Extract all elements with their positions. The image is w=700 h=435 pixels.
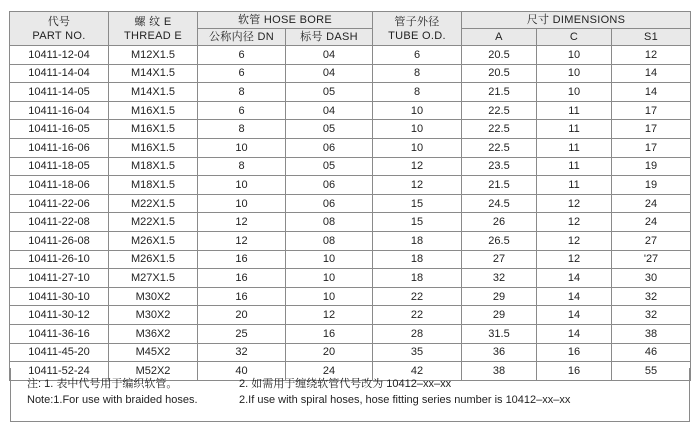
c-cell: 12 — [537, 213, 612, 232]
dn-header: 公称内径 DN — [198, 29, 286, 46]
tube-od-cell: 18 — [373, 269, 462, 288]
thread-header — [109, 12, 198, 46]
c-cell: 11 — [537, 101, 612, 120]
a-cell: 21.5 — [462, 176, 537, 195]
dn-cell: 6 — [198, 101, 286, 120]
tube-od-cell: 22 — [373, 287, 462, 306]
tube-od-cell: 35 — [373, 343, 462, 362]
tube-od-cell: 22 — [373, 306, 462, 325]
dash-cell: 20 — [286, 343, 373, 362]
c-cell: 11 — [537, 120, 612, 139]
tube-od-cell: 42 — [373, 362, 462, 381]
s1-cell: 19 — [612, 176, 691, 195]
part-no-cell: 10411-16-04 — [10, 101, 109, 120]
dash-cell: 08 — [286, 231, 373, 250]
thread-cell: M36X2 — [109, 324, 198, 343]
a-cell: 26.5 — [462, 231, 537, 250]
thread-cell: M30X2 — [109, 287, 198, 306]
tube-od-cell: 8 — [373, 83, 462, 102]
dash-cell: 12 — [286, 306, 373, 325]
dn-cell: 6 — [198, 64, 286, 83]
part-no-cell: 10411-30-10 — [10, 287, 109, 306]
table-row — [10, 269, 691, 288]
s1-cell: 14 — [612, 83, 691, 102]
tube-od-cell: 28 — [373, 324, 462, 343]
c-cell: 16 — [537, 343, 612, 362]
dn-cell: 6 — [198, 46, 286, 65]
s1-cell: 17 — [612, 120, 691, 139]
part-no-cell: 10411-26-08 — [10, 231, 109, 250]
tube-od-cell: 6 — [373, 46, 462, 65]
s1-cell: 46 — [612, 343, 691, 362]
tube-od-cell: 15 — [373, 194, 462, 213]
dn-cell: 10 — [198, 138, 286, 157]
s1-cell: 17 — [612, 138, 691, 157]
table-row — [10, 64, 691, 83]
s1-cell: 32 — [612, 287, 691, 306]
c-cell: 11 — [537, 157, 612, 176]
part-no-cell: 10411-52-24 — [10, 362, 109, 381]
dn-cell: 16 — [198, 269, 286, 288]
part-no-header-en: PART NO. — [32, 29, 86, 42]
thread-cell: M12X1.5 — [109, 46, 198, 65]
table-row — [10, 176, 691, 195]
part-no-cell: 10411-16-06 — [10, 138, 109, 157]
c-cell: 12 — [537, 250, 612, 269]
c-cell: 10 — [537, 83, 612, 102]
a-cell: 36 — [462, 343, 537, 362]
fitting-spec-table — [9, 11, 691, 381]
dn-cell: 8 — [198, 83, 286, 102]
dash-cell: 06 — [286, 138, 373, 157]
tube-od-cell: 10 — [373, 101, 462, 120]
tube-od-cell: 12 — [373, 157, 462, 176]
note-en-1: Note:1.For use with braided hoses. — [27, 394, 198, 406]
table-row — [10, 213, 691, 232]
a-cell: 38 — [462, 362, 537, 381]
table-row — [10, 101, 691, 120]
c-cell: 10 — [537, 64, 612, 83]
s1-cell: 27 — [612, 231, 691, 250]
dn-cell: 8 — [198, 120, 286, 139]
c-cell: 11 — [537, 176, 612, 195]
a-cell: 20.5 — [462, 46, 537, 65]
thread-cell: M16X1.5 — [109, 138, 198, 157]
c-header: C — [537, 29, 612, 46]
a-cell: 29 — [462, 306, 537, 325]
s1-cell: 32 — [612, 306, 691, 325]
part-no-cell: 10411-27-10 — [10, 269, 109, 288]
a-cell: 23.5 — [462, 157, 537, 176]
table-header — [10, 12, 691, 46]
table-row — [10, 157, 691, 176]
tube-od-cell: 8 — [373, 64, 462, 83]
dn-cell: 12 — [198, 213, 286, 232]
thread-cell: M27X1.5 — [109, 269, 198, 288]
dash-cell: 16 — [286, 324, 373, 343]
table-row — [10, 83, 691, 102]
dash-cell: 08 — [286, 213, 373, 232]
note-cn-1: 注: 1. 表中代号用于编织软管。 — [27, 378, 178, 390]
dash-header: 标号 DASH — [286, 29, 373, 46]
part-no-cell: 10411-14-04 — [10, 64, 109, 83]
a-cell: 27 — [462, 250, 537, 269]
tube-od-header-cn: 管子外径 — [394, 15, 440, 28]
notes-box — [10, 368, 690, 422]
s1-header: S1 — [612, 29, 691, 46]
part-no-cell: 10411-22-06 — [10, 194, 109, 213]
thread-header-en: THREAD E — [123, 29, 183, 42]
dash-cell: 24 — [286, 362, 373, 381]
thread-cell: M18X1.5 — [109, 157, 198, 176]
s1-cell: 30 — [612, 269, 691, 288]
dash-cell: 05 — [286, 83, 373, 102]
tube-od-cell: 18 — [373, 250, 462, 269]
a-cell: 26 — [462, 213, 537, 232]
part-no-cell: 10411-18-05 — [10, 157, 109, 176]
c-cell: 14 — [537, 287, 612, 306]
dash-cell: 04 — [286, 46, 373, 65]
thread-cell: M18X1.5 — [109, 176, 198, 195]
tube-od-cell: 18 — [373, 231, 462, 250]
note-en-2: 2.If use with spiral hoses, hose fitting series number is 10412–xx–xx — [239, 394, 571, 406]
thread-cell: M16X1.5 — [109, 120, 198, 139]
table-row — [10, 46, 691, 65]
a-cell: 22.5 — [462, 120, 537, 139]
dash-cell: 05 — [286, 157, 373, 176]
thread-cell: M22X1.5 — [109, 213, 198, 232]
s1-cell: 38 — [612, 324, 691, 343]
thread-cell: M14X1.5 — [109, 64, 198, 83]
tube-od-cell: 12 — [373, 176, 462, 195]
thread-cell: M45X2 — [109, 343, 198, 362]
thread-cell: M30X2 — [109, 306, 198, 325]
s1-cell: '27 — [612, 250, 691, 269]
dn-cell: 10 — [198, 176, 286, 195]
table-row — [10, 306, 691, 325]
s1-cell: 55 — [612, 362, 691, 381]
dn-cell: 16 — [198, 250, 286, 269]
dn-cell: 25 — [198, 324, 286, 343]
c-cell: 14 — [537, 306, 612, 325]
part-no-cell: 10411-14-05 — [10, 83, 109, 102]
thread-header-cn: 螺 纹 E — [134, 15, 172, 28]
part-no-cell: 10411-36-16 — [10, 324, 109, 343]
a-cell: 29 — [462, 287, 537, 306]
c-cell: 11 — [537, 138, 612, 157]
a-cell: 22.5 — [462, 138, 537, 157]
s1-cell: 24 — [612, 213, 691, 232]
part-no-header-cn: 代号 — [47, 15, 71, 28]
tube-od-cell: 10 — [373, 138, 462, 157]
c-cell: 16 — [537, 362, 612, 381]
dash-cell: 10 — [286, 269, 373, 288]
part-no-cell: 10411-12-04 — [10, 46, 109, 65]
part-no-cell: 10411-30-12 — [10, 306, 109, 325]
part-no-cell: 10411-16-05 — [10, 120, 109, 139]
thread-cell: M16X1.5 — [109, 101, 198, 120]
dash-cell: 04 — [286, 101, 373, 120]
tube-od-header — [373, 12, 462, 46]
dn-cell: 10 — [198, 194, 286, 213]
s1-cell: 19 — [612, 157, 691, 176]
hose-bore-header: 软管 HOSE BORE — [198, 12, 373, 29]
dn-cell: 12 — [198, 231, 286, 250]
c-cell: 10 — [537, 46, 612, 65]
dash-cell: 06 — [286, 194, 373, 213]
table-row — [10, 324, 691, 343]
part-no-cell: 10411-22-08 — [10, 213, 109, 232]
part-no-cell: 10411-26-10 — [10, 250, 109, 269]
tube-od-cell: 10 — [373, 120, 462, 139]
a-header: A — [462, 29, 537, 46]
a-cell: 31.5 — [462, 324, 537, 343]
dash-cell: 04 — [286, 64, 373, 83]
table-row — [10, 287, 691, 306]
table-row — [10, 120, 691, 139]
tube-od-header-en: TUBE O.D. — [388, 29, 446, 42]
thread-cell: M26X1.5 — [109, 250, 198, 269]
dn-cell: 20 — [198, 306, 286, 325]
a-cell: 22.5 — [462, 101, 537, 120]
table-row — [10, 231, 691, 250]
part-no-cell: 10411-18-06 — [10, 176, 109, 195]
s1-cell: 24 — [612, 194, 691, 213]
dimensions-header: 尺寸 DIMENSIONS — [462, 12, 691, 29]
a-cell: 24.5 — [462, 194, 537, 213]
thread-cell: M22X1.5 — [109, 194, 198, 213]
c-cell: 12 — [537, 194, 612, 213]
dash-cell: 05 — [286, 120, 373, 139]
a-cell: 20.5 — [462, 64, 537, 83]
table-row — [10, 250, 691, 269]
dn-cell: 8 — [198, 157, 286, 176]
c-cell: 14 — [537, 324, 612, 343]
part-no-cell: 10411-45-20 — [10, 343, 109, 362]
dn-cell: 32 — [198, 343, 286, 362]
a-cell: 32 — [462, 269, 537, 288]
note-cn-2: 2. 如需用于缠绕软管代号改为 10412–xx–xx — [239, 378, 452, 390]
thread-cell: M26X1.5 — [109, 231, 198, 250]
table-row — [10, 138, 691, 157]
a-cell: 21.5 — [462, 83, 537, 102]
table-row — [10, 343, 691, 362]
dn-cell: 16 — [198, 287, 286, 306]
dn-cell: 40 — [198, 362, 286, 381]
s1-cell: 14 — [612, 64, 691, 83]
c-cell: 14 — [537, 269, 612, 288]
table-row — [10, 194, 691, 213]
s1-cell: 17 — [612, 101, 691, 120]
dash-cell: 06 — [286, 176, 373, 195]
tube-od-cell: 15 — [373, 213, 462, 232]
s1-cell: 12 — [612, 46, 691, 65]
dash-cell: 10 — [286, 287, 373, 306]
table-body — [10, 46, 691, 381]
thread-cell: M52X2 — [109, 362, 198, 381]
thread-cell: M14X1.5 — [109, 83, 198, 102]
part-no-header — [10, 12, 109, 46]
c-cell: 12 — [537, 231, 612, 250]
dash-cell: 10 — [286, 250, 373, 269]
